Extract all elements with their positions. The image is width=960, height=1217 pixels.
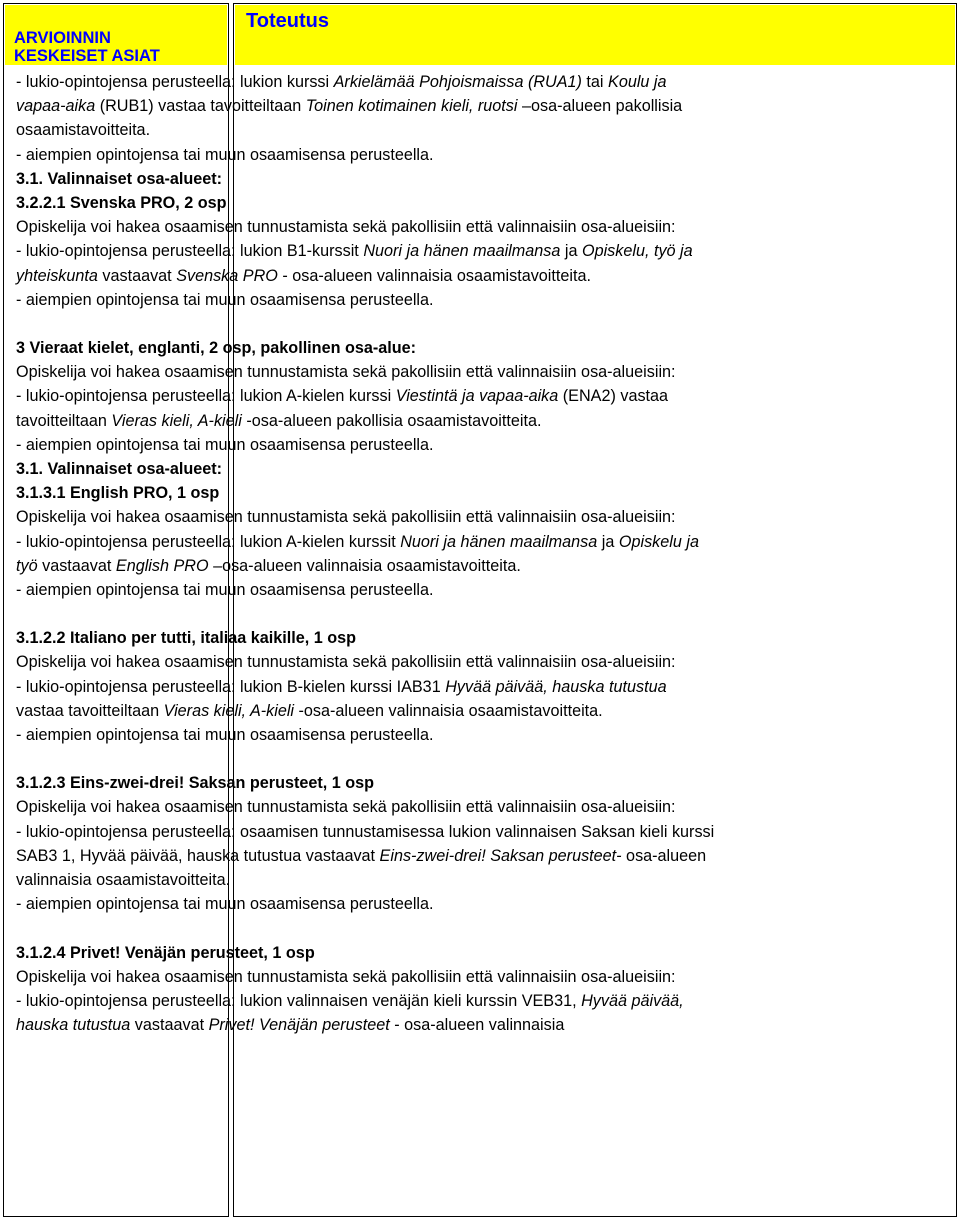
body-text: ja bbox=[597, 532, 619, 551]
italic-text: Koulu ja vapaa-aika bbox=[16, 73, 667, 116]
body-text: Opiskelija voi hakea osaamisen tunnustamista sekä pakollisiin että valinnaisiin osa-alueisiin: bbox=[16, 653, 676, 672]
body-text: - aiempien opintojensa tai muun osaamisensa perusteella. bbox=[16, 145, 434, 164]
implementation-content bbox=[16, 70, 716, 1037]
heading-text: 3.1.3.1 English PRO, 1 osp bbox=[16, 484, 220, 503]
body-text: Opiskelija voi hakea osaamisen tunnustamista sekä pakollisiin että valinnaisiin osa-alueisiin: bbox=[16, 798, 676, 817]
body-text: - aiempien opintojensa tai muun osaamisensa perusteella. bbox=[16, 435, 434, 454]
body-text: Opiskelija voi hakea osaamisen tunnustamista sekä pakollisiin että valinnaisiin osa-alueisiin: bbox=[16, 508, 676, 527]
paragraph bbox=[16, 795, 716, 819]
body-text: –osa-alueen valinnaisia osaamistavoitteita. bbox=[208, 556, 521, 575]
body-text: vastaavat bbox=[130, 1016, 209, 1035]
paragraph bbox=[16, 239, 716, 287]
italic-text: Opiskelu, työ ja yhteiskunta bbox=[16, 242, 693, 285]
paragraph bbox=[16, 70, 716, 143]
paragraph bbox=[16, 481, 716, 505]
body-text: -osa-alueen pakollisia osaamistavoitteita. bbox=[241, 411, 542, 430]
body-text: - aiempien opintojensa tai muun osaamisensa perusteella. bbox=[16, 895, 434, 914]
header-line-2: KESKEISET ASIAT bbox=[14, 47, 160, 65]
body-text: –osa-alueen pakollisia osaamistavoitteita. bbox=[16, 97, 683, 140]
heading-text: 3.2.2.1 Svenska PRO, 2 osp bbox=[16, 194, 227, 213]
body-text: (RUB1) vastaa tavoitteiltaan bbox=[95, 97, 306, 116]
body-text: - osa-alueen valinnaisia bbox=[389, 1016, 565, 1035]
body-text: -osa-alueen valinnaisia osaamistavoitteita. bbox=[294, 701, 603, 720]
body-text: Opiskelija voi hakea osaamisen tunnustamista sekä pakollisiin että valinnaisiin osa-alueisiin: bbox=[16, 363, 676, 382]
italic-text: Nuori ja hänen maailmansa bbox=[363, 242, 561, 261]
paragraph bbox=[16, 191, 716, 215]
italic-text: Arkielämää Pohjoismaissa (RUA1) bbox=[333, 73, 582, 91]
body-text: - aiempien opintojensa tai muun osaamisensa perusteella. bbox=[16, 290, 434, 309]
assessment-column-header bbox=[5, 5, 227, 65]
heading-text: 3.1.2.3 Eins-zwei-drei! Saksan perusteet, 1 osp bbox=[16, 774, 375, 793]
body-text: vastaa tavoitteiltaan bbox=[16, 701, 164, 720]
body-text: - lukio-opintojensa perusteella: lukion kurssi bbox=[16, 73, 334, 91]
body-text: - lukio-opintojensa perusteella: lukion A-kielen kurssi bbox=[16, 387, 396, 406]
spacer bbox=[16, 917, 716, 941]
paragraph bbox=[16, 288, 716, 312]
body-text: Opiskelija voi hakea osaamisen tunnustamista sekä pakollisiin että valinnaisiin osa-alueisiin: bbox=[16, 967, 676, 986]
body-text: - lukio-opintojensa perusteella: lukion A-kielen kurssit bbox=[16, 532, 401, 551]
paragraph bbox=[16, 336, 716, 360]
paragraph bbox=[16, 771, 716, 795]
body-text: - osa-alueen valinnaisia osaamistavoitteita. bbox=[277, 266, 591, 285]
body-text: - aiempien opintojensa tai muun osaamisensa perusteella. bbox=[16, 581, 434, 600]
paragraph bbox=[16, 167, 716, 191]
paragraph bbox=[16, 143, 716, 167]
spacer bbox=[16, 312, 716, 336]
implementation-column-header: Toteutus bbox=[235, 5, 955, 65]
paragraph bbox=[16, 384, 716, 432]
body-text: tai bbox=[581, 73, 609, 91]
paragraph bbox=[16, 675, 716, 723]
italic-text: Vieras kieli, A-kieli bbox=[111, 411, 242, 430]
document-table bbox=[3, 3, 957, 1217]
header-line-1: ARVIOINNIN bbox=[14, 29, 111, 47]
body-text: (ENA2) vastaa tavoitteiltaan bbox=[16, 387, 669, 430]
paragraph bbox=[16, 360, 716, 384]
paragraph bbox=[16, 941, 716, 965]
body-text: ja bbox=[560, 242, 582, 261]
heading-text: 3.1. Valinnaiset osa-alueet: bbox=[16, 460, 223, 479]
paragraph bbox=[16, 723, 716, 747]
italic-text: Viestintä ja vapaa-aika bbox=[395, 387, 559, 406]
italic-text: English PRO bbox=[115, 556, 209, 575]
italic-text: Toinen kotimainen kieli, ruotsi bbox=[305, 97, 518, 116]
body-text: - lukio-opintojensa perusteella: lukion valinnaisen venäjän kieli kurssin VEB31, bbox=[16, 991, 582, 1010]
body-text: Opiskelija voi hakea osaamisen tunnustamista sekä pakollisiin että valinnaisiin osa-alueisiin: bbox=[16, 218, 676, 237]
body-text: - aiempien opintojensa tai muun osaamisensa perusteella. bbox=[16, 726, 434, 745]
heading-text: 3.1. Valinnaiset osa-alueet: bbox=[16, 169, 223, 188]
italic-text: Opiskelu ja työ bbox=[16, 532, 699, 575]
italic-text: Privet! Venäjän perusteet bbox=[208, 1016, 390, 1035]
paragraph bbox=[16, 578, 716, 602]
paragraph bbox=[16, 626, 716, 650]
body-text: vastaavat bbox=[37, 556, 116, 575]
body-text: - lukio-opintojensa perusteella: lukion B-kielen kurssi IAB31 bbox=[16, 677, 446, 696]
paragraph bbox=[16, 530, 716, 578]
paragraph bbox=[16, 433, 716, 457]
italic-text: Hyvää päivää, hauska tutustua bbox=[445, 677, 667, 696]
body-text: osa-alueen valinnaisia osaamistavoitteita. bbox=[16, 846, 707, 890]
heading-text: 3.1.2.2 Italiano per tutti, italiaa kaikille, 1 osp bbox=[16, 629, 357, 648]
body-text: - lukio-opintojensa perusteella: lukion B1-kurssit bbox=[16, 242, 364, 261]
italic-text: Eins-zwei-drei! Saksan perusteet- bbox=[379, 846, 622, 865]
heading-text: 3.1.2.4 Privet! Venäjän perusteet, 1 osp bbox=[16, 943, 315, 962]
paragraph bbox=[16, 457, 716, 481]
italic-text: Vieras kieli, A-kieli bbox=[163, 701, 295, 720]
spacer bbox=[16, 602, 716, 626]
paragraph bbox=[16, 215, 716, 239]
paragraph bbox=[16, 989, 716, 1037]
paragraph bbox=[16, 965, 716, 989]
italic-text: Hyvää päivää, hauska tutustua bbox=[16, 991, 684, 1035]
paragraph bbox=[16, 505, 716, 529]
heading-text: 3 Vieraat kielet, englanti, 2 osp, pakollinen osa-alue: bbox=[16, 339, 417, 358]
body-text: vastaavat bbox=[97, 266, 177, 285]
spacer bbox=[16, 747, 716, 771]
paragraph bbox=[16, 820, 716, 893]
body-text: - lukio-opintojensa perusteella: osaamisen tunnustamisessa lukion valinnaisen Saksan kieli kurssi SAB3 1, Hyvää päivää, hauska tutustua vastaavat bbox=[16, 822, 715, 865]
italic-text: Svenska PRO bbox=[176, 266, 278, 285]
paragraph bbox=[16, 892, 716, 916]
paragraph bbox=[16, 650, 716, 674]
italic-text: Nuori ja hänen maailmansa bbox=[400, 532, 598, 551]
